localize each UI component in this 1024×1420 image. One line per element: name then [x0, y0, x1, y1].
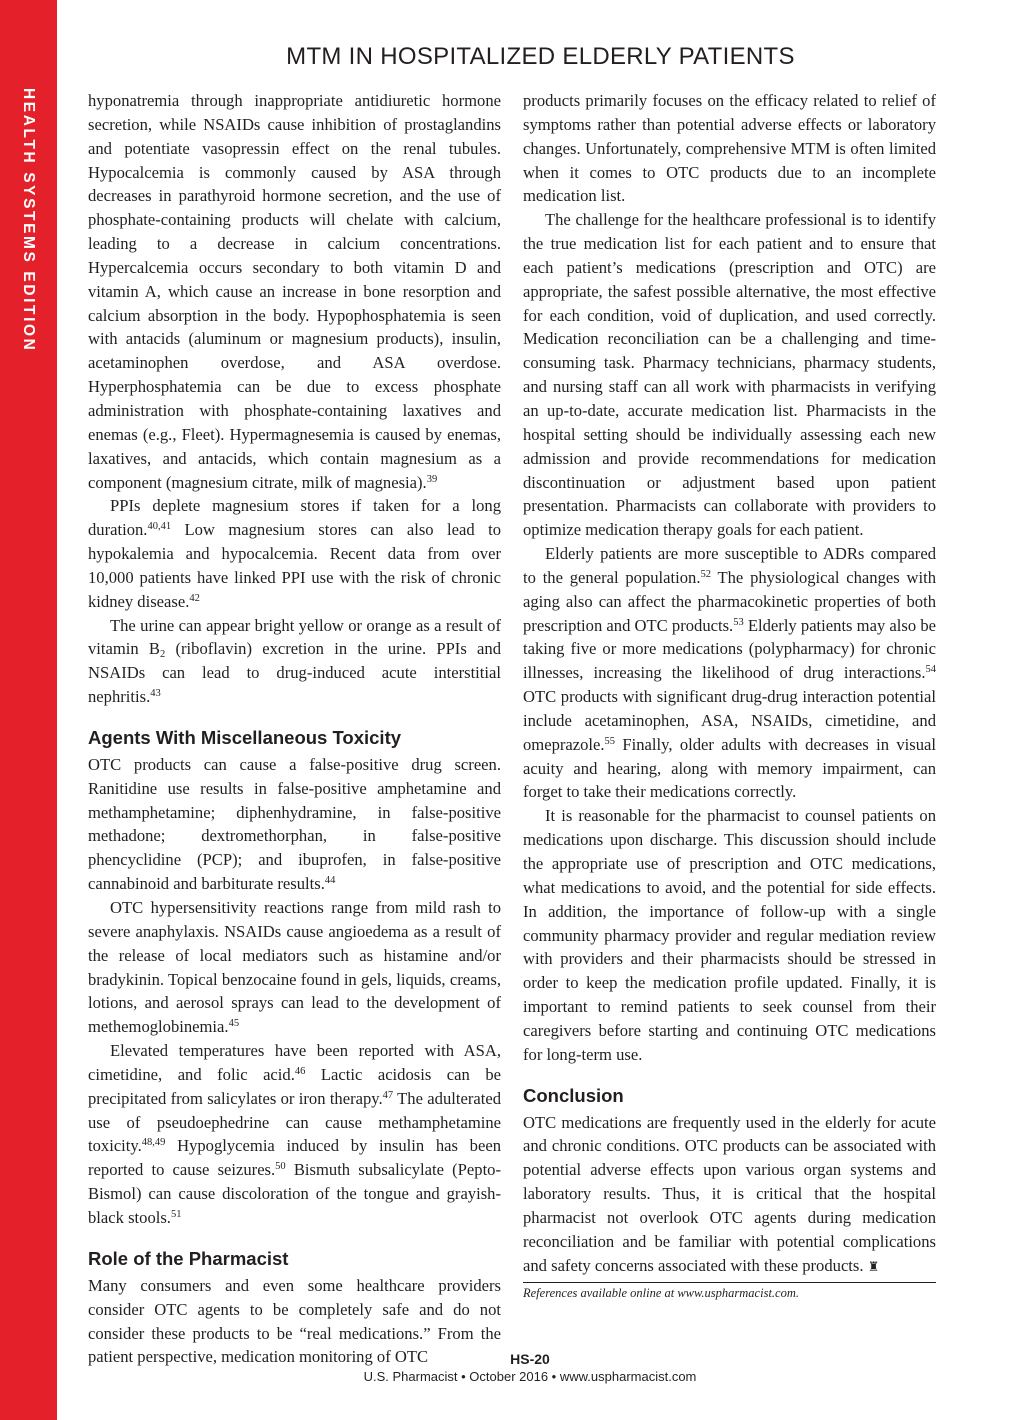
- paragraph: It is reasonable for the pharmacist to counsel patients on medications upon discharge. This discussion should include the appropriate use of prescription and OTC medications, what medications to avoid, and the potential for side effects. In addition, the importance of follow-up with a single community pharmacy provider and regular mediation review with providers and their pharmacists should be stressed in order to keep the medication profile updated. Finally, it is important to remind patients to seek counsel from their caregivers before starting and continuing OTC medications for long-term use.: [523, 806, 936, 1064]
- citation: 40,41: [147, 521, 172, 533]
- citation: 45: [228, 1018, 240, 1030]
- citation: 55: [604, 735, 616, 747]
- paragraph: The urine can appear bright yellow or orange as a result of vitamin $B_2$ (riboflavin) excretion in the urine. PPIs and NSAIDs can lead to drug-induced acute interstitial nephritis.$^{43}$: [88, 615, 501, 707]
- paragraph: OTC products can cause a false-positive drug screen. Ranitidine use results in false-positive amphetamine and methamphetamine; diphenhydramine, in false-positive methadone; dextromethorphan, in false-positive phencyclidine (PCP); and ibuprofen, in false-positive cannabinoid and barbiturate results.$^{44}$: [88, 754, 501, 894]
- paragraph: PPIs deplete magnesium stores if taken for a long duration.$^{40,41}$ Low magnesium stores can also lead to hypokalemia and hypocalcemia. Recent data from over 10,000 patients have linked PPI use with the risk of chronic kidney disease.$^{42}$: [88, 496, 501, 611]
- citation: 43: [150, 688, 161, 700]
- paragraph: OTC hypersensitivity reactions range from mild rash to severe anaphylaxis. NSAIDs cause angioedema as a result of the release of local mediators such as histamine and/or bradykinin. Topical benzocaine found in gels, liquids, creams, lotions, and aerosol sprays can lead to the development of methemoglobinemia.$^{45}$: [88, 898, 501, 1037]
- citation: 42: [189, 592, 200, 604]
- paragraph: The challenge for the healthcare professional is to identify the true medication list for each patient and to ensure that each patient’s medications (prescription and OTC) are appropriate, the safest possible alternative, the most effective for each condition, void of duplication, and used correctly. Medication reconciliation can be a challenging and time-consuming task. Pharmacy technicians, pharmacy students, and nursing staff can all work with pharmacists in verifying an up-to-date, accurate medication list. Pharmacists in the hospital setting should be individually assessing each new admission and provide recommendations for medication discontinuation or adjustment based upon patient presentation. Pharmacists can collaborate with providers to optimize medication therapy goals for each patient.: [523, 210, 936, 540]
- section-heading: Agents With Miscellaneous Toxicity: [88, 726, 402, 748]
- citation: 54: [925, 664, 936, 676]
- running-head: MTM IN HOSPITALIZED ELDERLY PATIENTS: [286, 43, 795, 70]
- citation: 53: [733, 616, 744, 628]
- subscript: 2: [160, 649, 166, 661]
- citation: 48,49: [141, 1137, 166, 1149]
- references-note: References available online at www.uspharmacist.com.: [523, 1282, 936, 1302]
- citation: 39: [426, 473, 438, 485]
- citation: 46: [294, 1065, 306, 1077]
- section-label: HEALTH SYSTEMS EDITION: [20, 88, 37, 353]
- end-mark-icon: ♜: [867, 1258, 880, 1274]
- paragraph: OTC medications are frequently used in the elderly for acute and chronic conditions. OTC products can be associated with potential adverse effects upon various organ systems and laboratory results. Thus, it is critical that the hospital pharmacist not overlook OTC agents during medication reconciliation and be familiar with potential complications and safety concerns associated with these products. ♜: [523, 1112, 936, 1275]
- citation: 50: [275, 1161, 286, 1173]
- citation: 51: [170, 1208, 182, 1220]
- paragraph: products primarily focuses on the efficacy related to relief of symptoms rather than potential adverse effects or laboratory changes. Unfortunately, comprehensive MTM is often limited when it comes to OTC products due to an incomplete medication list.: [523, 91, 936, 206]
- section-heading: Role of the Pharmacist: [88, 1247, 289, 1269]
- right-column: [523, 89, 936, 1302]
- citation: 47: [382, 1089, 394, 1101]
- page-number: HS-20: [510, 1351, 550, 1367]
- paragraph: hyponatremia through inappropriate antidiuretic hormone secretion, while NSAIDs cause inhibition of prostaglandins and potentiate vasopressin effect on the renal tubules. Hypocalcemia is commonly caused by ASA through decreases in parathyroid hormone secretion, and the use of phosphate-containing products will chelate with calcium, leading to a decrease in calcium concentrations. Hypercalcemia occurs secondary to both vitamin D and vitamin A, which cause an increase in bone resorption and calcium absorption in the body. Hypophosphatemia is seen with antacids (aluminum or magnesium products), insulin, acetaminophen overdose, and ASA overdose. Hyperphosphatemia can be due to excess phosphate administration with phosphate-containing laxatives and enemas (e.g., Fleet). Hypermagnesemia is caused by enemas, laxatives, and antacids, which contain magnesium as a component (magnesium citrate, milk of magnesia).$^{39}$: [88, 91, 501, 492]
- citation: 44: [324, 875, 336, 887]
- paragraph: Many consumers and even some healthcare providers consider OTC agents to be completely safe and do not consider these products to be “real medications.” From the patient perspective, medication monitoring of OTC: [88, 1275, 501, 1367]
- left-column: [88, 89, 501, 1369]
- paragraph: Elevated temperatures have been reported with ASA, cimetidine, and folic acid.$^{46}$ Lactic acidosis can be precipitated from salicylates or iron therapy.$^{47}$ The adulterated use of pseudoephedrine can cause methamphetamine toxicity.$^{48,49}$ Hypoglycemia induced by insulin has been reported to cause seizures.$^{50}$ Bismuth subsalicylate (Pepto-Bismol) can cause discoloration of the tongue and grayish-black stools.$^{51}$: [88, 1041, 502, 1227]
- publication-line: U.S. Pharmacist • October 2016 • www.uspharmacist.com: [363, 1369, 697, 1384]
- paragraph: Elderly patients are more susceptible to ADRs compared to the general population.$^{52}$ The physiological changes with aging also can affect the pharmacokinetic properties of both prescription and OTC products.$^{53}$ Elderly patients may also be taking five or more medications (polypharmacy) for chronic illnesses, increasing the likelihood of drug interactions.$^{54}$ OTC products with significant drug-drug interaction potential include acetaminophen, ASA, NSAIDs, cimetidine, and omeprazole.$^{55}$ Finally, older adults with decreases in visual acuity and hearing, along with memory impairment, can forget to take their medications correctly.: [523, 544, 937, 802]
- side-bar: [0, 0, 57, 1420]
- page-footer: [300, 1350, 760, 1386]
- citation: 52: [700, 568, 711, 580]
- section-heading: Conclusion: [523, 1084, 624, 1106]
